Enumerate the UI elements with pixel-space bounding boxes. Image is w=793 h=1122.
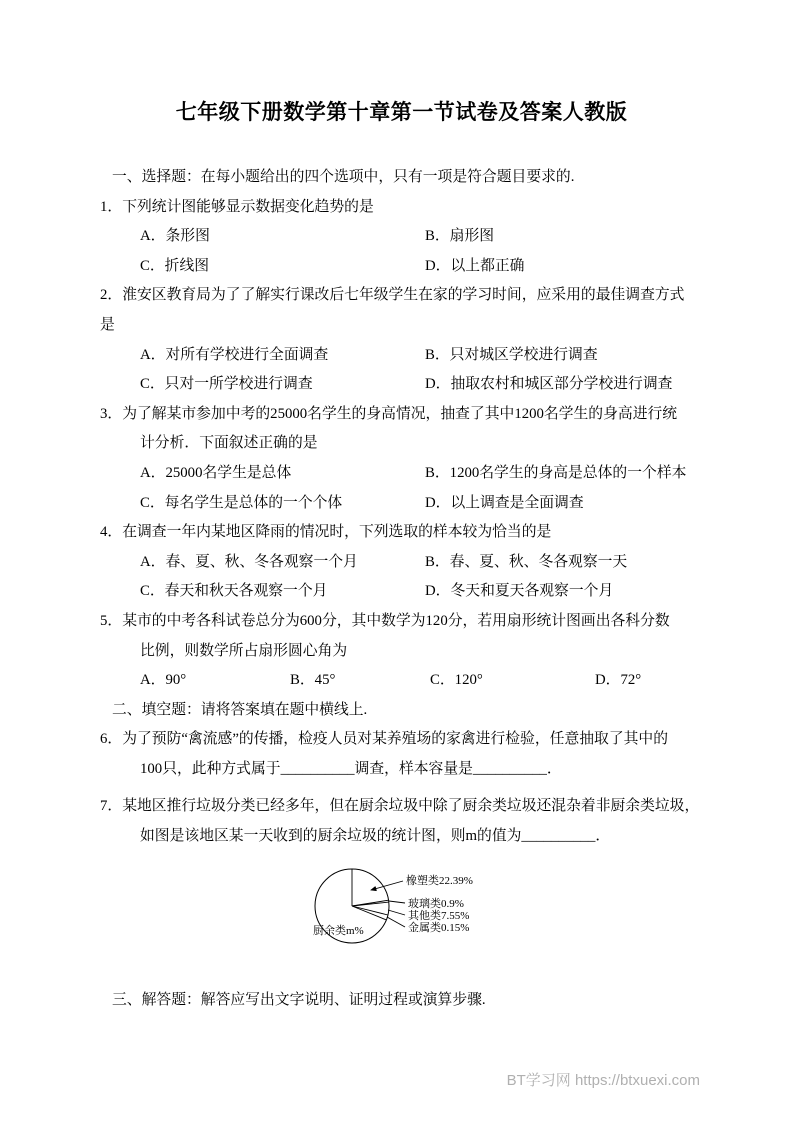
pie-label-boli: 玻璃类0.9% xyxy=(408,897,464,910)
question-3-stem-line-1: 3．为了解某市参加中考的25000名学生的身高情况，抽查了其中1200名学生的身高进行统 xyxy=(100,405,678,422)
question-1-stem: 1．下列统计图能够显示数据变化趋势的是 xyxy=(100,198,374,215)
question-3-option-d: D．以上调查是全面调查 xyxy=(425,494,584,511)
pie-label-jinshu: 金属类0.15% xyxy=(408,921,470,934)
callout-line-jinshu xyxy=(387,917,405,927)
question-4-option-a: A．春、夏、秋、冬各观察一个月 xyxy=(140,553,358,570)
question-2-option-c: C．只对一所学校进行调查 xyxy=(140,376,313,393)
question-4-stem: 4．在调查一年内某地区降雨的情况时，下列选取的样本较为恰当的是 xyxy=(100,524,552,541)
question-2-option-b: B．只对城区学校进行调查 xyxy=(425,346,598,363)
kitchen-waste-pie-chart xyxy=(305,860,703,960)
question-4-option-d: D．冬天和夏天各观察一个月 xyxy=(425,583,614,600)
pie-label-chuyu: 厨余类m% xyxy=(313,924,364,937)
question-5-stem-line-1: 5．某市的中考各科试卷总分为600分，其中数学为120分，若用扇形统计图画出各科分数 xyxy=(100,612,670,629)
section-1-heading: 一、选择题：在每小题给出的四个选项中，只有一项是符合题目要求的. xyxy=(112,169,575,185)
section-2-heading: 二、填空题：请将答案填在题中横线上. xyxy=(112,701,368,718)
callout-arrow-xiangsu xyxy=(371,881,403,890)
question-2 xyxy=(100,281,703,399)
question-2-option-d: D．抽取农村和城区部分学校进行调查 xyxy=(425,376,673,393)
question-1-option-c: C．折线图 xyxy=(140,257,210,274)
question-7 xyxy=(100,792,703,851)
question-1-option-b: B．扇形图 xyxy=(425,228,495,245)
question-1-options-row-2 xyxy=(140,252,703,282)
section-3-heading: 三、解答题：解答应写出文字说明、证明过程或演算步骤. xyxy=(112,991,486,1008)
question-2-stem-line-2: 是 xyxy=(100,316,115,333)
question-6-stem-line-2: 100只，此种方式属于__________调查，样本容量是__________． xyxy=(140,760,562,777)
question-7-stem-line-1: 7．某地区推行垃圾分类已经多年，但在厨余垃圾中除了厨余类垃圾还混杂着非厨余类垃圾， xyxy=(100,798,700,815)
question-5-option-b: B．45° xyxy=(290,672,336,689)
question-3-option-c: C．每名学生是总体的一个个体 xyxy=(140,494,343,511)
callout-line-qita xyxy=(388,910,405,915)
footer-watermark: BT学习网 https://btxuexi.com xyxy=(506,1072,700,1089)
question-4-options-row-2 xyxy=(140,577,703,607)
question-3-options-row-1 xyxy=(140,459,703,489)
question-5-stem-line-2: 比例，则数学所占扇形圆心角为 xyxy=(140,642,348,659)
question-3-option-b: B．1200名学生的身高是总体的一个样本 xyxy=(425,464,687,481)
question-1-option-d: D．以上都正确 xyxy=(425,257,525,274)
question-4-option-c: C．春天和秋天各观察一个月 xyxy=(140,583,328,600)
question-4-options-row-1 xyxy=(140,548,703,578)
question-1-option-a: A．条形图 xyxy=(140,228,210,245)
question-3-stem-line-2: 计分析．下面叙述正确的是 xyxy=(140,435,318,452)
question-2-option-a: A．对所有学校进行全面调查 xyxy=(140,346,329,363)
pie-chart-svg xyxy=(305,860,605,960)
pie-label-xiangsu: 橡塑类22.39% xyxy=(406,874,473,887)
callout-line-boli xyxy=(389,901,405,903)
pie-label-qita: 其他类7.55% xyxy=(408,909,470,922)
question-1-options-row-1 xyxy=(140,222,703,252)
question-4 xyxy=(100,518,703,607)
question-2-options-row-1 xyxy=(140,341,703,371)
question-6 xyxy=(100,725,703,784)
question-3 xyxy=(100,400,703,518)
question-2-stem-line-1: 2．淮安区教育局为了了解实行课改后七年级学生在家的学习时间，应采用的最佳调查方式 xyxy=(100,287,685,304)
question-5-option-a: A．90° xyxy=(140,672,187,689)
question-3-options-row-2 xyxy=(140,489,703,519)
question-3-option-a: A．25000名学生是总体 xyxy=(140,464,292,481)
question-5-options-row xyxy=(140,666,703,696)
question-6-stem-line-1: 6．为了预防“禽流感”的传播，检疫人员对某养殖场的家禽进行检验，任意抽取了其中的 xyxy=(100,731,669,748)
question-2-options-row-2 xyxy=(140,370,703,400)
question-5-option-d: D．72° xyxy=(595,672,642,689)
question-1 xyxy=(100,193,703,282)
question-5-option-c: C．120° xyxy=(430,672,483,689)
page-title: 七年级下册数学第十章第一节试卷及答案人教版 xyxy=(175,100,628,124)
question-7-stem-line-2: 如图是该地区某一天收到的厨余垃圾的统计图，则m的值为__________． xyxy=(140,828,611,845)
question-5 xyxy=(100,607,703,696)
question-4-option-b: B．春、夏、秋、冬各观察一天 xyxy=(425,553,628,570)
